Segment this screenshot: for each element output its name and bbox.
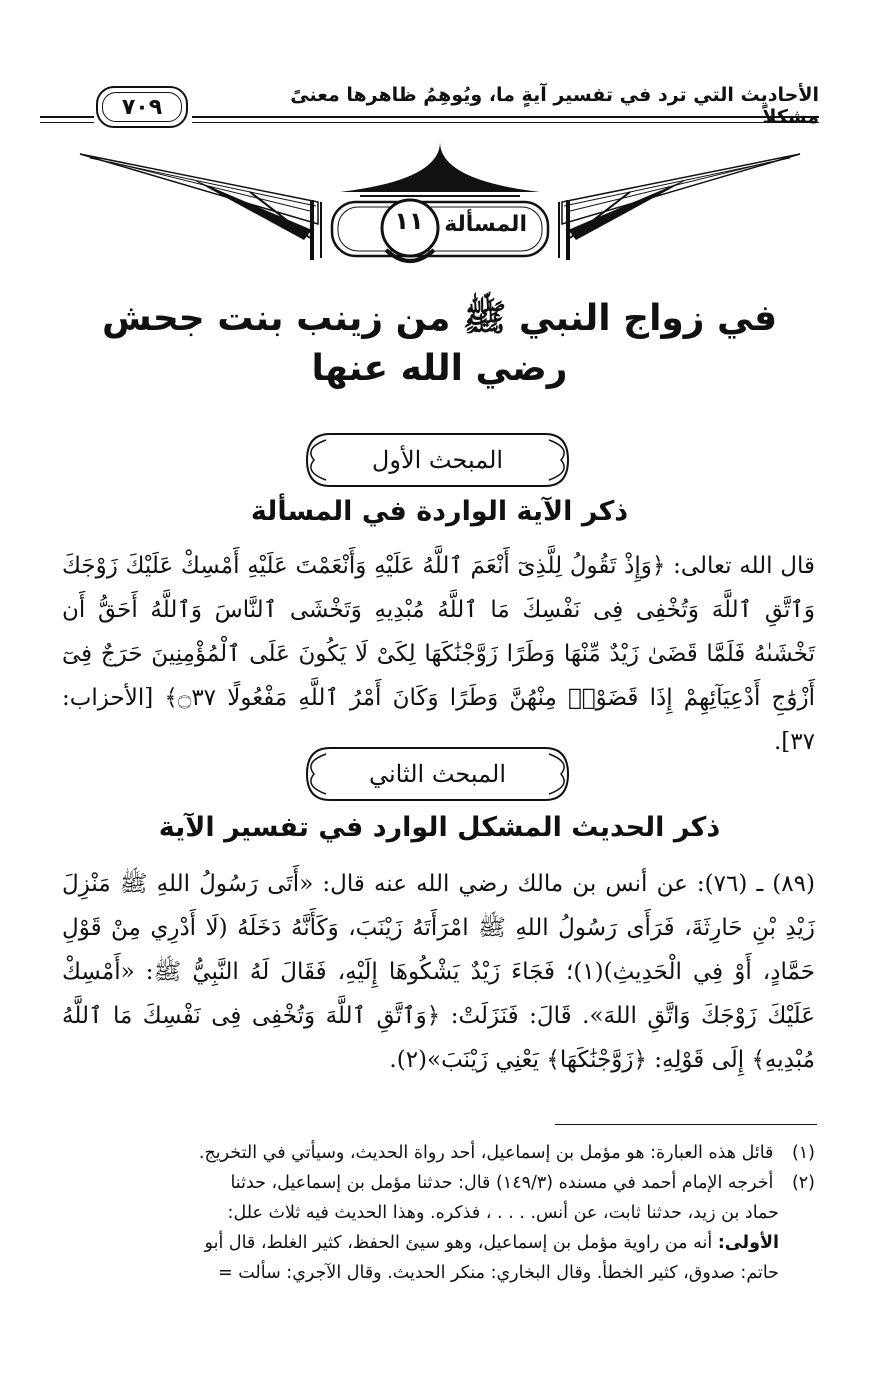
footnote-1-number: (١)	[791, 1143, 815, 1163]
masala-number: ١١	[394, 207, 424, 235]
hadith-paragraph: (٨٩) ـ (٧٦): عن أنس بن مالك رضي الله عنه قال: «أَتَى رَسُولُ اللهِ ﷺ مَنْزِلَ زَيْدِ بْنِ حَارِثَةَ، فَرَأَى رَسُولُ اللهِ ﷺ امْرَأَتَهُ زَيْنَبَ، وَكَأَنَّهُ دَخَلَهُ (لَا أَدْرِي مِنْ قَوْلِ حَمَّادٍ، أَوْ فِي الْحَدِيثِ)(١)؛ فَجَاءَ زَيْدٌ يَشْكُوهَا إِلَيْهِ، فَقَالَ لَهُ النَّبِيُّ ﷺ: «أَمْسِكْ عَلَيْكَ زَوْجَكَ وَاتَّقِ اللهَ». قَالَ: فَنَزَلَتْ: ﴿وَٱتَّقِ ٱللَّهَ وَتُخْفِى فِى نَفْسِكَ مَا ٱللَّهُ مُبْدِيهِ﴾ إِلَى قَوْلِهِ: ﴿زَوَّجْنَٰكَهَا﴾ يَعْنِي زَيْنَبَ»(٢).	[62, 871, 815, 1073]
footnote-1	[60, 1138, 815, 1168]
section-heading-hadith: ذكر الحديث المشكل الوارد في تفسير الآية	[158, 812, 721, 843]
header-rule-left	[40, 116, 94, 118]
footnote-2-line-4: حاتم: صدوق، كثير الخطأ. وقال البخاري: منكر الحديث. وقال الآجري: سألت =	[218, 1263, 779, 1283]
masala-label: المسألة	[444, 212, 527, 237]
verse-paragraph: قال الله تعالى: ﴿وَإِذْ تَقُولُ لِلَّذِىٓ أَنْعَمَ ٱللَّهُ عَلَيْهِ وَأَنْعَمْتَ عَلَيْهِ أَمْسِكْ عَلَيْكَ زَوْجَكَ وَٱتَّقِ ٱللَّهَ وَتُخْفِى فِى نَفْسِكَ مَا ٱللَّهُ مُبْدِيهِ وَتَخْشَى ٱلنَّاسَ وَٱللَّهُ أَحَقُّ أَن تَخْشَىٰهُ فَلَمَّا قَضَىٰ زَيْدٌ مِّنْهَا وَطَرًا زَوَّجْنَٰكَهَا لِكَىْ لَا يَكُونَ عَلَى ٱلْمُؤْمِنِينَ حَرَجٌ فِىٓ أَزْوَٰجِ أَدْعِيَآئِهِمْ إِذَا قَضَوْا۟ مِنْهُنَّ وَطَرًا وَكَانَ أَمْرُ ٱللَّهِ مَفْعُولًا ۝٣٧﴾ [الأحزاب: ٣٧].	[62, 553, 816, 755]
footnote-2-number: (٢)	[791, 1173, 815, 1193]
section-label-second: المبحث الثاني	[369, 760, 507, 788]
footnote-2-line-3-text: أنه من راوية مؤمل بن إسماعيل، وهو سيئ الحفظ، كثير الغلط، قال أبو	[204, 1233, 713, 1253]
header-rule-left-thin	[40, 122, 94, 123]
footnote-2	[60, 1168, 815, 1198]
footnote-2-first-label: الأولى:	[717, 1233, 779, 1253]
section-heading-verse: ذكر الآية الواردة في المسألة	[250, 496, 629, 527]
masala-ornament	[70, 140, 810, 280]
page-title: في زواج النبي ﷺ من زينب بنت جحش رضي الله عنها	[101, 298, 778, 389]
footnote-2-line-1: أخرجه الإمام أحمد في مسنده (١٤٩/٣) قال: حدثنا مؤمل بن إسماعيل، حدثنا	[230, 1173, 774, 1193]
page-number	[96, 86, 188, 128]
footnote-rule	[555, 1124, 817, 1125]
section-label-first: المبحث الأول	[371, 446, 504, 474]
footnote-2-line-3	[60, 1228, 815, 1258]
running-title: الأحاديث التي ترد في تفسير آيةٍ ما، ويُوهِمُ ظاهرها معنىً مشكلاً	[290, 84, 819, 128]
footnotes	[60, 1138, 815, 1288]
header-rule-thin	[192, 122, 819, 123]
header-rule	[192, 116, 819, 118]
footnote-2-line-2: حماد بن زيد، حدثنا ثابت، عن أنس. . . . ، فذكره. وهذا الحديث فيه ثلاث علل:	[227, 1203, 779, 1223]
footnote-1-text: قائل هذه العبارة: هو مؤمل بن إسماعيل، أحد رواة الحديث، وسيأتي في التخريج.	[198, 1143, 774, 1163]
page-number-text: ٧٠٩	[121, 94, 163, 120]
